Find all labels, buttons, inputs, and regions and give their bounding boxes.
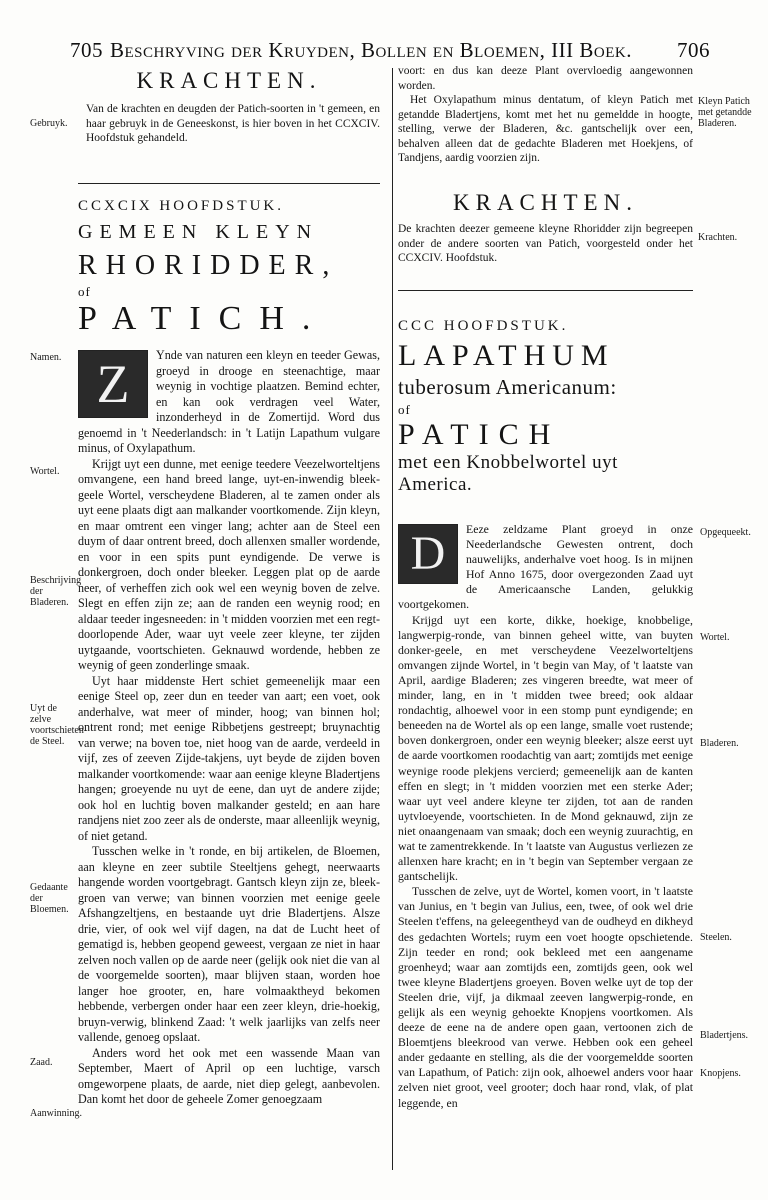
- right-section-rule-1: [398, 290, 693, 291]
- right-para-4: Tusschen de zelve, uyt de Wortel, komen voort, in 't laatste van Junius, en 't begin van Julius, een, twee, of ook wel drie Steelen t'effens, na geleegentheyd van de oudheyd en dikheyd des gedachten Wortels; ruym een voet hoogte opschietende. Zijn teeder en rond; ook bekleed met een aangename groenheyd; waar aan zomtijds een, zomtijds geen, ook wel twee kleyne Bladertjens groeyen. Boven welke uyt de top der Steelen drie, vijf, ja dikmaal zeeven langwerpig-ronde, en gelijk als een weynig gehoekte Knopjens voortkomen. Als deeze de eene na de andere open gaan, vertoonen zich de Bloemtjens bleekrood van verwe. Hebben ook een geheel ander gedaante en stelling, als die der voorgemeldde soorten van Lapathum, of Patich: zijn ook, alhoewel anders voor haar zelven niet groot, veel grooter; doch haar rond, vlak, of plat leggende, en: [398, 884, 693, 1110]
- right-body: [398, 522, 693, 1111]
- margin-steelen: Steelen.: [700, 932, 732, 943]
- left-para-1: Ynde van naturen een kleyn en teeder Gewas, groeyd in drooge en steenachtige, maar weynig in vochtige plaatzen. Bemind echter, en kan ook verdragen veel Water, inzonderheyd in de Zomertijd. Word dus genoemd in 't Neederlandsch: in 't Latijn Lapathum vulgare minus, of Oxylapathum.: [78, 348, 380, 455]
- margin-bladertjens: Bladertjens.: [700, 1030, 749, 1041]
- right-title-line3: PATICH: [398, 418, 561, 451]
- column-divider: [392, 68, 393, 1170]
- margin-aanwinning: Aanwinning.: [30, 1108, 82, 1119]
- left-body: [78, 348, 380, 1108]
- margin-wortel-right: Wortel.: [700, 632, 730, 643]
- right-para-2: Eeze zeldzame Plant groeyd in onze Neederlandsche Gewesten ontrent, doch nauwelijks, anderhalve voet hoog. Is in mijnen Hof Anno 1675, door overgezonden Zaad uyt de Americaansche Landen, gelukkig voortgekomen.: [398, 522, 693, 612]
- left-krachten-text: Van de krachten en deugden der Patich-soorten in 't gemeen, en haar gebruyk in de Geneeskonst, is hier boven in het CCXCIV. Hoofdstuk gehandeld.: [86, 103, 380, 144]
- right-chapter-number: CCC HOOFDSTUK.: [398, 318, 569, 334]
- right-title-of: of: [398, 402, 411, 417]
- left-title-line1: GEMEEN KLEYN: [78, 221, 319, 243]
- margin-bladeren-right: Bladeren.: [700, 738, 739, 749]
- margin-opgequeekt: Opgequeekt.: [700, 527, 751, 538]
- margin-namen: Namen.: [30, 352, 62, 363]
- left-column: [78, 64, 380, 146]
- left-para-2: Krijgt uyt een dunne, met eenige teedere Veezelworteltjens omvangene, een hand breed lange, uyt-en-inwendig bleek-geele Wortel, verscheydene Bladeren, al te zamen onder als uyt eene plaats digt aan malkander voortkomende. Zijn kleyn, en maar omtrent een vinger lang; achter aan de Steel een duym of daar ontrent breed, doch allenxen smaller wordende, en voor in een spits punt eyndigende. De verwe is donkergroen, doch onder bleeker. Leggen plat op de aarde neer, of verheffen zich ook wel een weynig boven de zelve. Slegt en effen zijn ze; aan de randen een weynig rood; en aldaar teeder ingesneeden: in 't midden voorzien met een regt-doorlopende Ader, waar uyt veele zeer kleyne, ter zijden uytgaande, voortschieten. Geknauwd wordende, hebben ze weynig of geen zonderlinge smaak.: [78, 456, 380, 672]
- left-krachten-heading: KRACHTEN.: [136, 68, 322, 93]
- left-title-line3: PATICH.: [78, 300, 329, 337]
- left-section-rule-1: [78, 183, 380, 184]
- left-para-4: Tusschen welke in 't ronde, en bij artikelen, de Bloemen, aan kleyne en zeer subtile Steeltjens gehegt, neerwaarts hangende worden voortgebragt. Gantsch kleyn zijn ze, bleek-groen van verwe; van binnen voorzien met eenige geele Afshangzeltjens, en bestaande uyt drie Bladertjens. Alsze drie, vier, of ook wel vijf dagen, na dat de Lucht heet of gematigd is, hebben geopend geweest, vergaan ze niet in haar zelven noch vallen op de aarde neer (gelijk ook niet die van al de voorgemelde soorten), maar blijven staan, worden hoe langer hoe grooter, en, hare volmaaktheyd bekomen hebbende, verbergen onder haar een zeer kleyn, drie-hoekig, bruyn-verwig, blinkend Zaad: 't welk jaarlijks van zelfs neer vallende, genoeg opslaat.: [78, 844, 380, 1044]
- left-chapter-number: CCXCIX HOOFDSTUK.: [78, 198, 285, 214]
- right-krachten-heading: KRACHTEN.: [453, 190, 638, 215]
- running-title: Beschryving der Kruyden, Bollen en Bloemen, III Boek.: [110, 38, 632, 62]
- margin-wortel-left: Wortel.: [30, 466, 60, 477]
- left-para-5: Anders word het ook met een wassende Maan van September, Maert of April op een luchtige, varsch omgeworpene plaats, de aarde, niet diep gelegt, aanbevolen. Dan komt het door de geheele Zomer genoegzaam: [78, 1045, 380, 1106]
- page-number-left: 705: [70, 38, 103, 62]
- margin-knopjens: Knopjens.: [700, 1068, 741, 1079]
- margin-gebruyk: Gebruyk.: [30, 118, 68, 129]
- margin-krachten-right: Krachten.: [698, 232, 738, 243]
- right-para-3: Krijgd uyt een korte, dikke, hoekige, knobbelige, langwerpig-ronde, van binnen geheel witte, van buyten donker-geele, en met verscheydene Veezelworteltjens omvangen zijnde Wortel, in 't begin van May, of 't laatste van April, aardige Bladeren; zes vingeren breedte, wat meer of minder, lang, en in 't midden twee breed; ook aldaar rondachtig, alhoewel voor in een stomp punt eyndigende; en beneeden na de Wortel als op een lange, smalle voet rustende; boven donkergroen, onder een weynig bleeker; alsze eerst uyt de aarde voortkomen roodachtig van aart; zomtijds met eenige weynige roode plekjens vercierd; gemeenelijk aan de kanten effen en slegt; in 't midden voorzien met een sterke Ader; waar uyt veel andere kleyne ter zijden, tot aan de randen uytvloeyende, voortschieten. In de Mond geknauwd, zijn ze niet onaangenaam van smaak; doch een weynig zuurachtig, en wat te zamentrekkende. In 't laatste van Augustus verliezen ze allenxen hare kracht; en in 't begin van September vergaan ze gantschelijk.: [398, 612, 693, 884]
- right-title-line4: met een Knobbelwortel uyt: [398, 452, 618, 473]
- right-title-line1: LAPATHUM: [398, 339, 615, 372]
- left-chapter-heading: [78, 198, 380, 338]
- right-title-line5: America.: [398, 474, 473, 495]
- margin-gedaante: Gedaante der Bloemen.: [30, 882, 69, 915]
- right-top: [398, 64, 693, 166]
- dropcap-z: Z: [78, 350, 148, 418]
- right-para-0: voort: en dus kan deeze Plant overvloedig aangewonnen worden.: [398, 65, 693, 92]
- right-title-line2: tuberosum Americanum:: [398, 375, 617, 399]
- right-para-1: Het Oxylapathum minus dentatum, of kleyn Patich met getandde Bladertjens, komt met het nu gemeldde in hoogte, stelling, verwe der Bladeren, &c. gantschelijk over een, behalven alleen dat de gedachte Bladeren met Hoekjens, of Tandjens, aardig voorzien zijn.: [398, 94, 693, 164]
- left-title-line2: RHORIDDER,: [78, 250, 339, 281]
- dropcap-d: D: [398, 524, 458, 584]
- margin-kleyn-patich: Kleyn Patich met getandde Bladeren.: [698, 96, 752, 129]
- right-krachten: [398, 190, 693, 266]
- left-title-of: of: [78, 284, 91, 299]
- margin-beschrijving: Beschrijving der Bladeren.: [30, 575, 82, 608]
- right-chapter-heading: [398, 318, 693, 496]
- right-krachten-text: De krachten deezer gemeene kleyne Rhoridder zijn begreepen onder de andere soorten van Patich, voorgesteld onder het CCXCIV. Hoofdstuk.: [398, 223, 693, 264]
- left-para-3: Uyt haar middenste Hert schiet gemeenelijk maar een eenige Steel op, zeer dun en teeder van aart; een voet, ook anderhalve, wat meer of minder, hoog; van binnen hol; ontrent rond; met eenige Ribbetjens gestreept; bruynachtig van verwe; na boven toe, niet hoog van de aarde, verdeeld in vijf, zes of zeeven Zijde-takjens, uyt beyde de zijden boven malkander voortkomende: waar aan eenige kleyne Bladertjens hangen; groeyende nu uyt de eene, dan uyt de andere zijde; ook hol en luchtig boven malkander gesteld; en aan hare randjens niet zoo zeer als de onderste, maar alleenlijk weynig, of niet getand.: [78, 673, 380, 843]
- margin-uyt-de-zelve: Uyt de zelve voortschieten-de Steel.: [30, 703, 88, 747]
- page-number-right: 706: [677, 38, 710, 62]
- margin-zaad: Zaad.: [30, 1057, 53, 1068]
